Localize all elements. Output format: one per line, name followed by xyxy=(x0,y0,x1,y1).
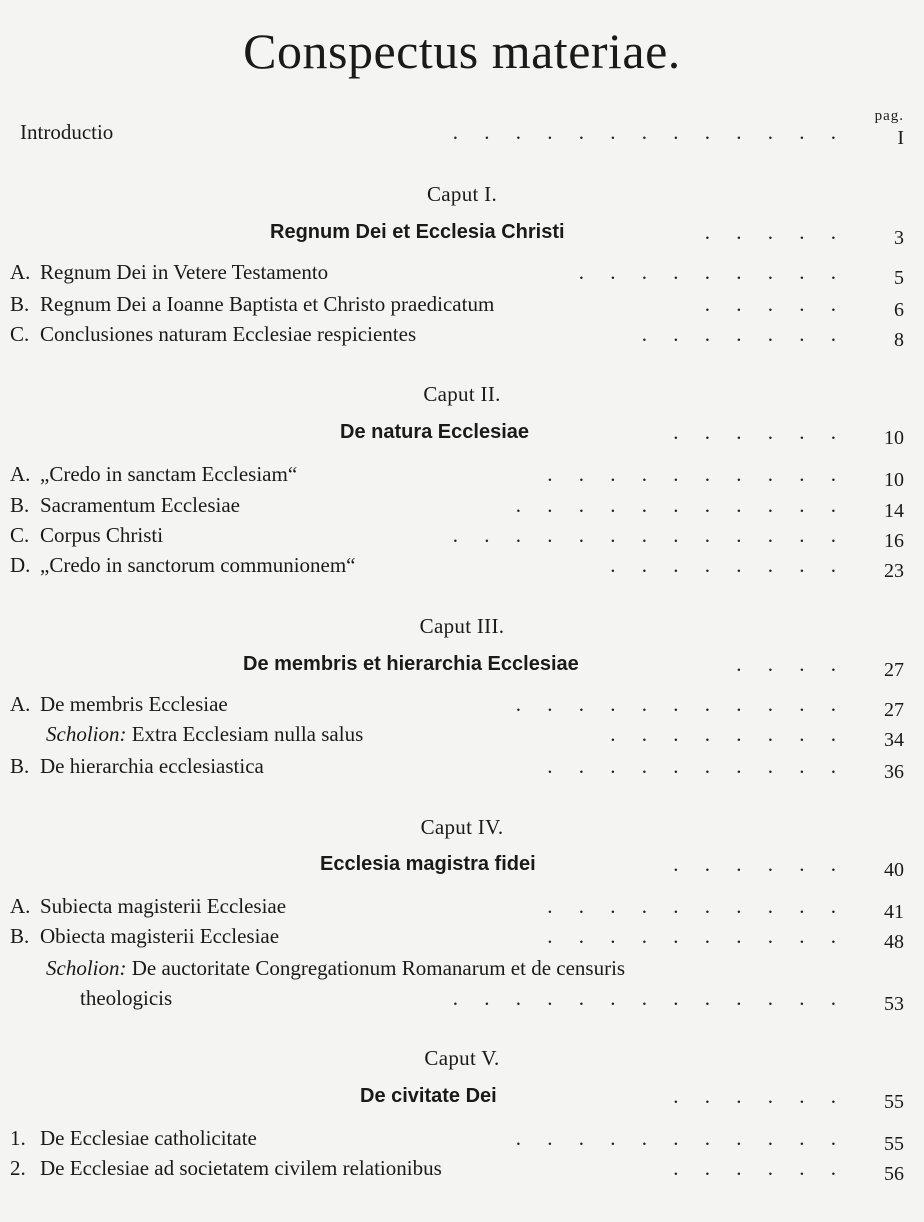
leader-dots: . . . . . . . . . . xyxy=(547,894,836,918)
toc-entry xyxy=(0,258,924,289)
chapter-heading xyxy=(0,218,924,249)
entry-label: De hierarchia ecclesiastica xyxy=(40,754,264,778)
leader-dots: . . . . . . . . . . . . . xyxy=(452,523,836,547)
entry-page: 56 xyxy=(884,1163,904,1185)
toc-entry-introduction xyxy=(0,118,924,149)
heading-text: De civitate Dei xyxy=(360,1085,497,1107)
entry-mark: A. xyxy=(10,692,31,716)
toc-entry xyxy=(0,491,924,522)
heading-text: De natura Ecclesiae xyxy=(340,421,529,443)
entry-label: Regnum Dei a Ioanne Baptista et Christo praedicatum xyxy=(40,292,495,316)
entry-page: I xyxy=(897,127,904,149)
entry-mark: B. xyxy=(10,493,30,517)
toc-entry xyxy=(0,320,924,351)
leader-dots: . . . . . . . . . xyxy=(578,260,836,284)
toc-entry xyxy=(0,460,924,491)
entry-label: Sacramentum Ecclesiae xyxy=(40,493,240,517)
toc-entry xyxy=(0,752,924,783)
leader-dots: . . . . . . . . xyxy=(610,553,836,577)
entry-page: 41 xyxy=(884,901,904,923)
toc-entry-scholion xyxy=(0,720,924,751)
chapter-label: Caput II. xyxy=(423,382,501,406)
heading-text: De membris et hierarchia Ecclesiae xyxy=(243,653,579,675)
toc-entry xyxy=(0,521,924,552)
toc-entry xyxy=(0,290,924,321)
entry-label-continuation: theologicis xyxy=(80,986,173,1010)
entry-mark: D. xyxy=(10,553,31,577)
leader-dots: . . . . . xyxy=(704,220,836,244)
chapter-heading xyxy=(0,650,924,681)
entry-page: 48 xyxy=(884,931,904,953)
toc-entry-scholion xyxy=(0,954,924,982)
entry-page: 10 xyxy=(884,427,904,449)
leader-dots: . . . . . . . . . . xyxy=(547,462,836,486)
scholion-label: Scholion: xyxy=(46,956,127,980)
entry-page: 23 xyxy=(884,560,904,582)
entry-page: 55 xyxy=(884,1091,904,1113)
leader-dots: . . . . . . xyxy=(673,420,836,444)
leader-dots: . . . . . . . xyxy=(641,322,836,346)
page-title: Conspectus materiae. xyxy=(243,23,681,79)
chapter-label: Caput III. xyxy=(419,614,505,638)
entry-label: De Ecclesiae ad societatem civilem relationibus xyxy=(40,1156,442,1180)
leader-dots: . . . . . . xyxy=(673,1084,836,1108)
entry-page: 3 xyxy=(894,227,904,249)
leader-dots: . . . . . . . . . . . xyxy=(515,493,836,517)
entry-page: 27 xyxy=(884,699,904,721)
entry-page: 36 xyxy=(884,761,904,783)
toc-entry xyxy=(0,551,924,582)
entry-mark: 1. xyxy=(10,1126,26,1150)
leader-dots: . . . . . . xyxy=(673,852,836,876)
entry-page: 40 xyxy=(884,859,904,881)
toc-entry xyxy=(0,1154,924,1185)
chapter-heading xyxy=(0,418,924,449)
entry-label: Conclusiones naturam Ecclesiae respicientes xyxy=(40,322,417,346)
entry-label: De membris Ecclesiae xyxy=(40,692,228,716)
entry-mark: B. xyxy=(10,924,30,948)
toc-entry xyxy=(0,922,924,953)
entry-label: Extra Ecclesiam nulla salus xyxy=(131,722,364,746)
entry-page: 14 xyxy=(884,500,904,522)
entry-mark: A. xyxy=(10,894,31,918)
entry-page: 34 xyxy=(884,729,904,751)
chapter-label: Caput I. xyxy=(426,182,498,206)
leader-dots: . . . . . . . . . . . . . xyxy=(452,986,836,1010)
chapter-heading xyxy=(0,850,924,881)
entry-label: Corpus Christi xyxy=(40,523,164,547)
entry-page: 55 xyxy=(884,1133,904,1155)
entry-label: De auctoritate Congregationum Romanarum et de censuris xyxy=(131,956,626,980)
entry-mark: C. xyxy=(10,322,30,346)
heading-text: Ecclesia magistra fidei xyxy=(320,853,536,875)
entry-label: „Credo in sanctorum communionem“ xyxy=(40,553,356,577)
entry-mark: 2. xyxy=(10,1156,26,1180)
chapter-label: Caput V. xyxy=(424,1046,500,1070)
entry-mark: A. xyxy=(10,260,31,284)
entry-label: „Credo in sanctam Ecclesiam“ xyxy=(40,462,298,486)
entry-mark: B. xyxy=(10,754,30,778)
entry-label: Introductio xyxy=(20,120,114,144)
entry-page: 53 xyxy=(884,993,904,1015)
toc-entry xyxy=(0,892,924,923)
chapter-heading xyxy=(0,1082,924,1113)
toc-entry-continuation xyxy=(0,984,924,1015)
leader-dots: . . . . . xyxy=(704,292,836,316)
chapter-label: Caput IV. xyxy=(420,815,504,839)
entry-label: De Ecclesiae catholicitate xyxy=(40,1126,257,1150)
entry-mark: B. xyxy=(10,292,30,316)
entry-page: 16 xyxy=(884,530,904,552)
toc-entry xyxy=(0,1124,924,1155)
entry-mark: A. xyxy=(10,462,31,486)
leader-dots: . . . . . . . . . . xyxy=(547,754,836,778)
leader-dots: . . . . . . xyxy=(673,1156,836,1180)
entry-label: Subiecta magisterii Ecclesiae xyxy=(40,894,287,918)
leader-dots: . . . . . . . . . . . . . xyxy=(452,120,836,144)
scholion-label: Scholion: xyxy=(46,722,127,746)
entry-page: 10 xyxy=(884,469,904,491)
entry-page: 27 xyxy=(884,659,904,681)
leader-dots: . . . . . . . . . . . xyxy=(515,692,836,716)
heading-text: Regnum Dei et Ecclesia Christi xyxy=(270,221,565,243)
entry-page: 5 xyxy=(894,267,904,289)
entry-label: Obiecta magisterii Ecclesiae xyxy=(40,924,280,948)
leader-dots: . . . . xyxy=(736,652,836,676)
entry-page: 8 xyxy=(894,329,904,351)
page-column-label: pag. xyxy=(874,108,904,124)
entry-label: Regnum Dei in Vetere Testamento xyxy=(40,260,329,284)
entry-mark: C. xyxy=(10,523,30,547)
toc-entry xyxy=(0,690,924,721)
leader-dots: . . . . . . . . xyxy=(610,722,836,746)
leader-dots: . . . . . . . . . . xyxy=(547,924,836,948)
leader-dots: . . . . . . . . . . . xyxy=(515,1126,836,1150)
entry-page: 6 xyxy=(894,299,904,321)
